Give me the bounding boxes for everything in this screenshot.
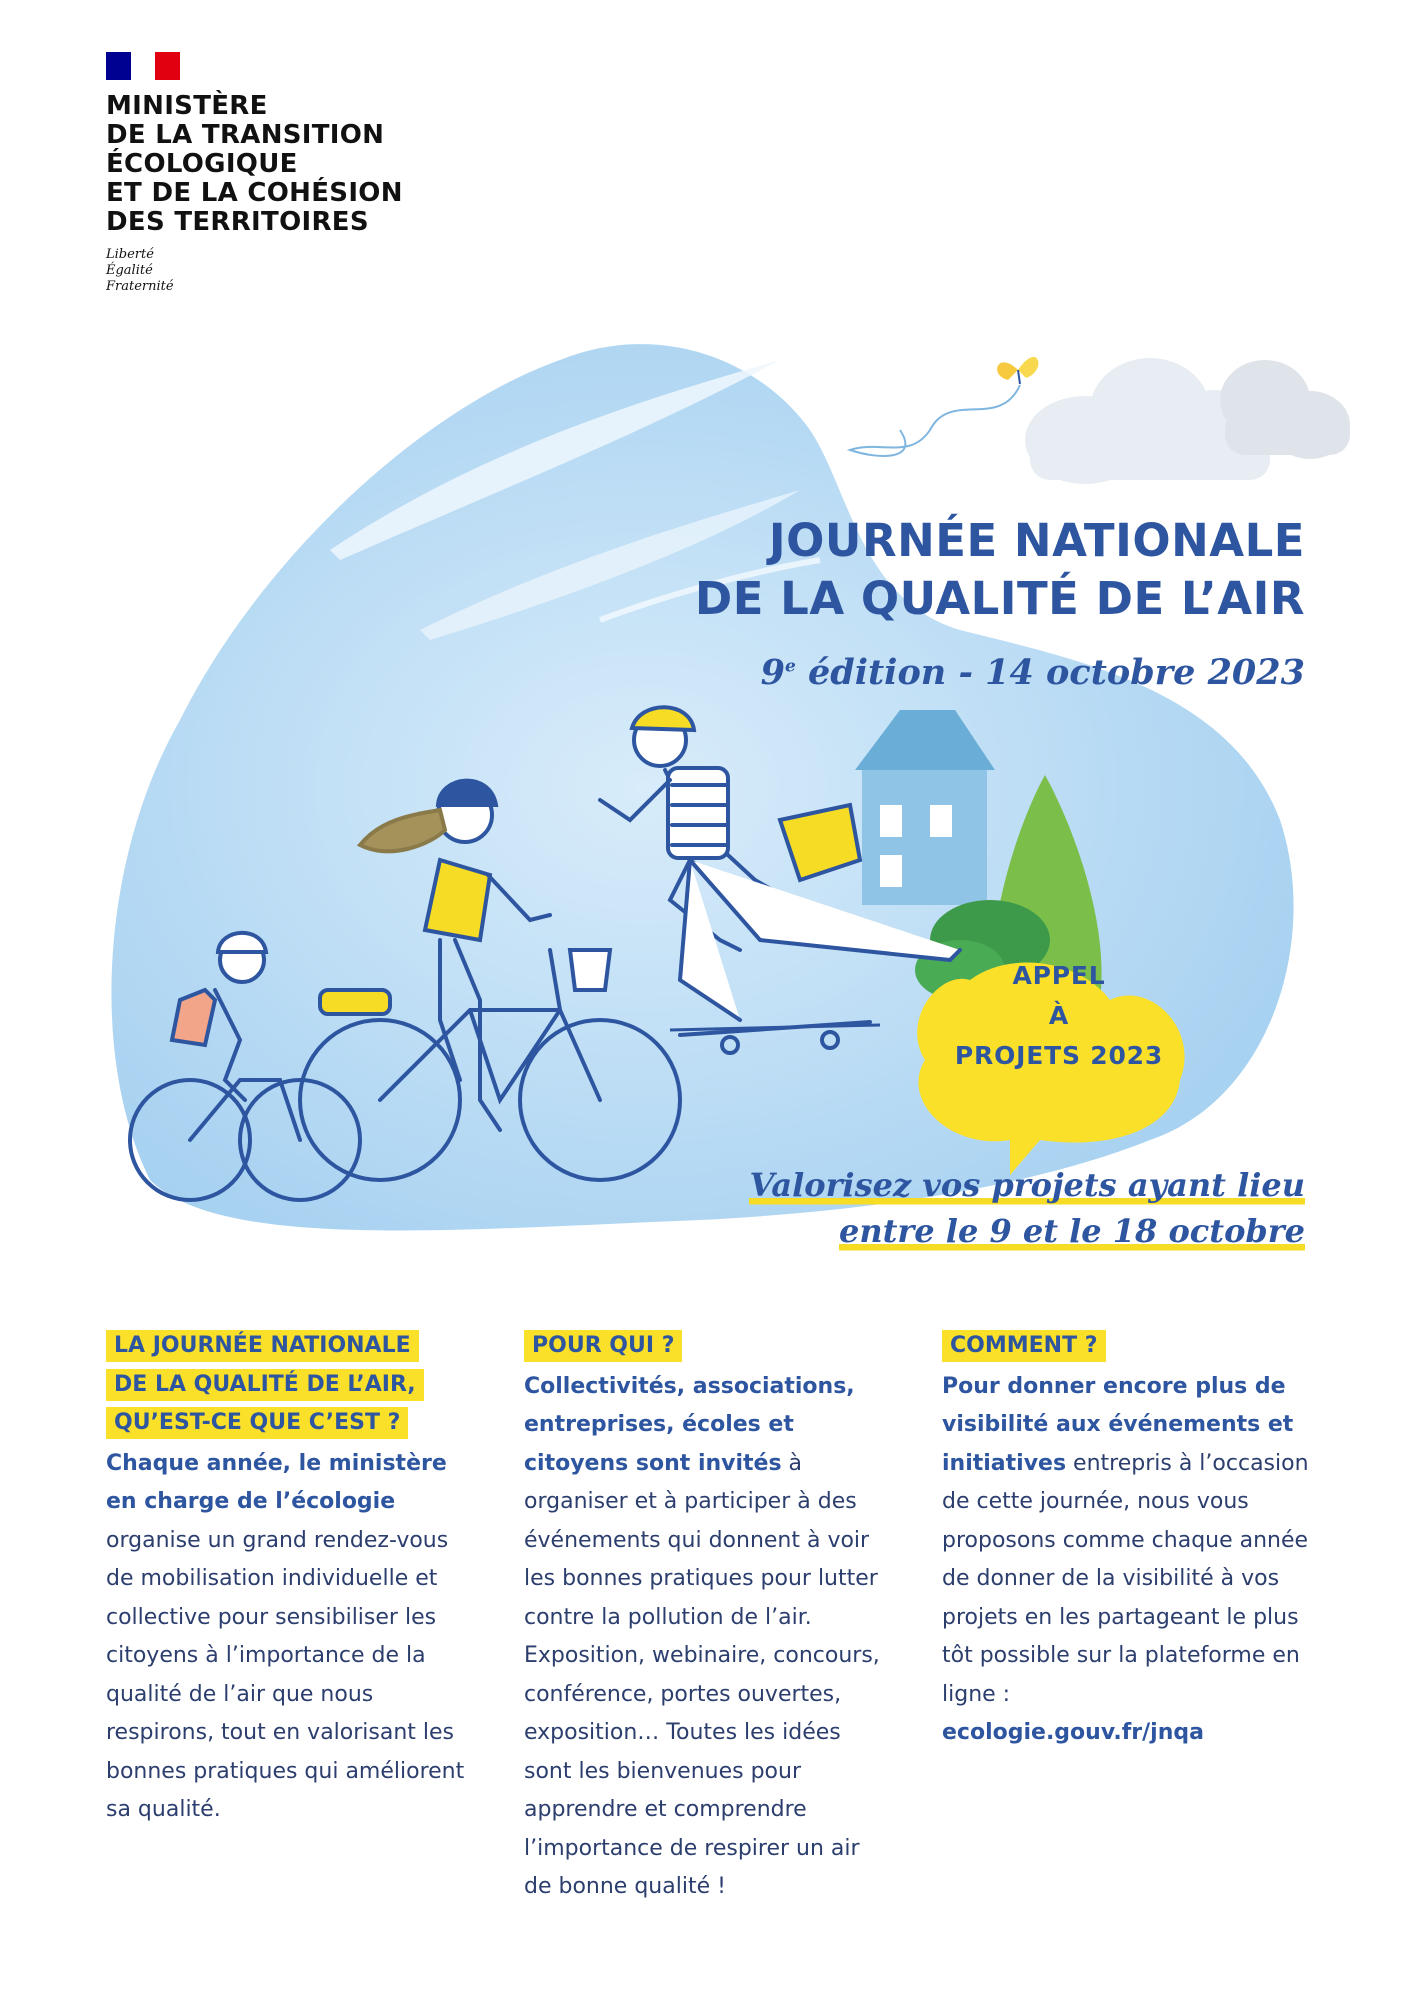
bubble-line: PROJETS 2023: [954, 1041, 1164, 1070]
column-body: [524, 1368, 894, 1907]
tagline-line: entre le 9 et le 18 octobre: [839, 1208, 1305, 1254]
butterfly-trail: [850, 385, 1020, 456]
ministry-line: DES TERRITOIRES: [106, 207, 369, 237]
motto-line: Fraternité: [106, 279, 174, 294]
republic-motto: [106, 247, 403, 295]
call-for-projects-bubble: [936, 956, 1182, 1076]
ministry-line: DE LA TRANSITION: [106, 120, 385, 150]
column-body: [106, 1445, 476, 1830]
cyclists-illustration: [0, 300, 1415, 1260]
heading-line: POUR QUI ?: [524, 1330, 682, 1362]
column-heading: [524, 1327, 894, 1366]
edition-number: 9: [760, 652, 785, 693]
ministry-name: [106, 92, 403, 237]
motto-line: Liberté: [106, 247, 154, 262]
body-bold: Chaque année, le ministère en charge de l’écologie: [106, 1450, 447, 1514]
body-text: à organiser et à participer à des événements qui donnent à voir les bonnes pratiques pour lutter contre la pollution de l’air. Exposition, webinaire, concours, conférence, portes ouvertes, exposition… Toutes les idées sont les bienvenues pour apprendre et comprendre l’importance de respirer un air de bonne qualité !: [524, 1450, 880, 1899]
heading-line: QU’EST-CE QUE C’EST ?: [106, 1407, 408, 1439]
cloud-icon: [1220, 360, 1350, 459]
ministry-logo: [106, 52, 403, 295]
tagline-line: Valorisez vos projets ayant lieu: [749, 1162, 1305, 1208]
title-line: DE LA QUALITÉ DE L’AIR: [694, 572, 1305, 625]
french-flag-icon: [106, 52, 180, 80]
ministry-line: MINISTÈRE: [106, 91, 268, 121]
website-link[interactable]: ecologie.gouv.fr/jnqa: [942, 1720, 1204, 1745]
column-for-whom: [524, 1327, 894, 1907]
heading-line: LA JOURNÉE NATIONALE: [106, 1330, 419, 1362]
ministry-line: ET DE LA COHÉSION: [106, 178, 403, 208]
bubble-line: APPEL: [1012, 961, 1106, 990]
event-title: [695, 512, 1305, 628]
body-bold: Collectivités, associations, entreprises, écoles et citoyens sont invités: [524, 1373, 855, 1476]
heading-line: COMMENT ?: [942, 1330, 1106, 1362]
body-text: organise un grand rendez-vous de mobilisation individuelle et collective pour sensibiliser les citoyens à l’importance de la qualité de l’air que nous respirons, tout en valorisant les bonnes pratiques qui améliorent sa qualité.: [106, 1527, 465, 1822]
bubble-line: À: [1048, 1001, 1070, 1030]
body-bold: Pour donner encore plus de visibilité aux événements et initiatives: [942, 1373, 1294, 1476]
column-body: [942, 1368, 1312, 1753]
edition-date: [761, 652, 1305, 693]
body-text: entrepris à l’occasion de cette journée, nous vous proposons comme chaque année de donner de la visibilité à vos projets en les partageant le plus tôt possible sur la plateforme en ligne :: [942, 1450, 1309, 1707]
edition-sup: e: [784, 656, 796, 677]
column-heading: [942, 1327, 1312, 1366]
butterfly-icon: [997, 357, 1038, 384]
tagline: [749, 1162, 1305, 1254]
column-heading: [106, 1327, 476, 1443]
edition-rest: édition - 14 octobre 2023: [795, 652, 1305, 693]
hero-illustration: [0, 300, 1415, 1260]
ministry-line: ÉCOLOGIQUE: [106, 149, 298, 179]
column-how: [942, 1327, 1312, 1753]
column-what-is-it: [106, 1327, 476, 1830]
motto-line: Égalité: [106, 263, 153, 278]
heading-line: DE LA QUALITÉ DE L’AIR,: [106, 1369, 424, 1401]
title-line: JOURNÉE NATIONALE: [768, 514, 1305, 567]
